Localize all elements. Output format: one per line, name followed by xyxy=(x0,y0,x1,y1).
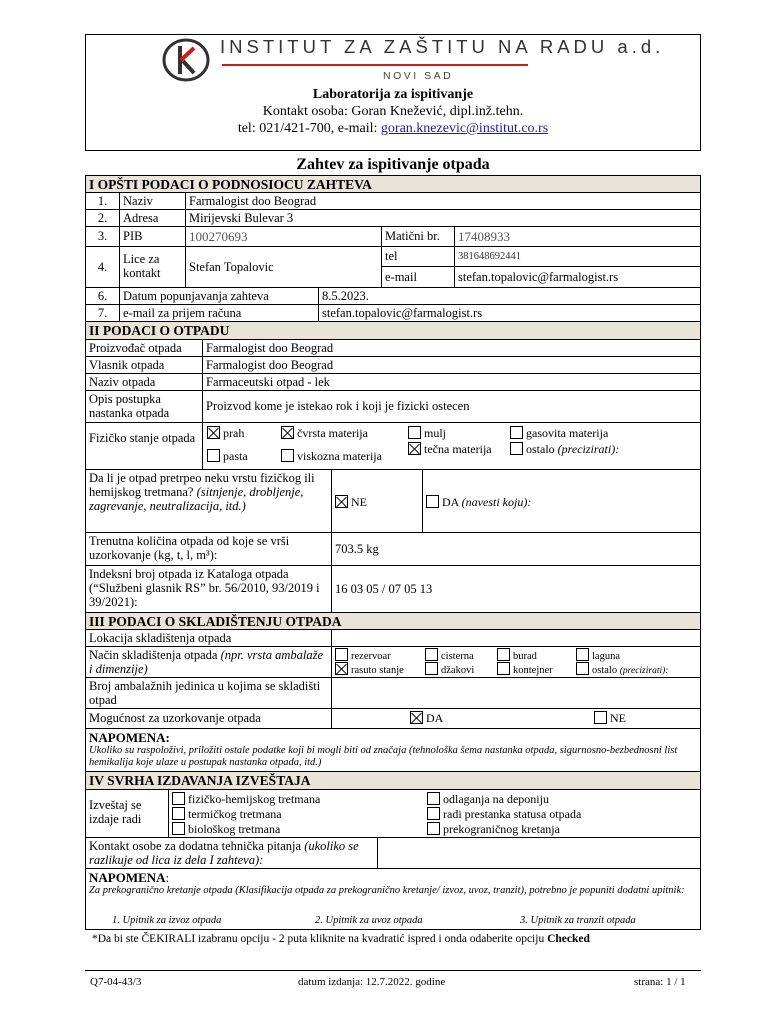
footer-page: strana: 1 / 1 xyxy=(634,976,686,988)
waste-name-field[interactable]: Farmaceutski otpad - lek xyxy=(202,373,701,391)
email-field[interactable]: stefan.topalovic@farmalogist.rs xyxy=(454,266,701,288)
checked-checkbox-icon[interactable] xyxy=(335,662,348,675)
checked-checkbox-icon[interactable] xyxy=(408,442,421,455)
checkbox-icon[interactable] xyxy=(425,648,438,661)
report-purpose-label: Izveštaj se izdaje radi xyxy=(85,789,169,838)
checkbox-icon[interactable] xyxy=(576,648,589,661)
checkbox-icon[interactable] xyxy=(576,662,589,675)
note-heading-colon: : xyxy=(165,870,170,885)
option-label: kontejner xyxy=(513,665,553,676)
checkbox-icon[interactable] xyxy=(281,449,294,462)
origin-label: Opis postupka nastanka otpada xyxy=(85,390,203,423)
note-heading: NAPOMENA: xyxy=(89,730,170,745)
storage-option-cistern[interactable] xyxy=(425,648,474,663)
row-number: 3. xyxy=(85,226,120,247)
storage-option-bags[interactable] xyxy=(425,662,474,677)
option-label: gasovita materija xyxy=(526,426,609,440)
state-option-powder[interactable] xyxy=(207,426,244,440)
sampling-label: Mogućnost za uzorkovanje otpada xyxy=(85,708,332,729)
checkbox-icon[interactable] xyxy=(427,792,440,805)
lab-phone-email xyxy=(86,120,700,137)
purpose-end-of-waste[interactable] xyxy=(427,807,581,821)
treatment-question-text: Da li je otpad pretrpeo neku vrstu fizičkog ili hemijskog tretmana? xyxy=(89,471,315,499)
origin-field[interactable]: Proizvod kome je istekao rok i koji je fizicki ostecen xyxy=(202,390,701,423)
invoice-email-field[interactable]: stefan.topalovic@farmalogist.rs xyxy=(318,304,701,322)
row-number: 2. xyxy=(85,209,120,227)
instruction-bold: Checked xyxy=(547,933,590,945)
option-label: viskozna materija xyxy=(297,449,382,463)
row-number: 7. xyxy=(85,304,120,322)
checkbox-icon[interactable] xyxy=(510,426,523,439)
footer-issue-date: datum izdanja: 12.7.2022. godine xyxy=(298,976,446,988)
option-label: laguna xyxy=(592,651,620,662)
pib-field[interactable]: 100270693 xyxy=(185,226,382,247)
section-3-heading: III PODACI O SKLADIŠTENJU OTPADA xyxy=(85,612,701,630)
option-note: (precizirati): xyxy=(557,442,620,456)
checkbox-icon[interactable] xyxy=(335,648,348,661)
treatment-question-note: (sitnjenje, drobljenje, zagrevanje, neutralizacija, itd.) xyxy=(89,485,304,513)
option-label: radi prestanka statusa otpada xyxy=(443,807,582,821)
state-option-liquid[interactable] xyxy=(408,442,503,456)
checkbox-icon[interactable] xyxy=(510,442,523,455)
row-number: 4. xyxy=(85,246,120,288)
option-label: pasta xyxy=(223,449,248,463)
form-transit[interactable]: 3. Upitnik za tranzit otpada xyxy=(520,915,636,926)
lab-contact: Kontakt osoba: Goran Knežević, dipl.inž.tehn. xyxy=(262,104,524,119)
quantity-label: Trenutna količina otpada od koje se vrši uzorkovanje (kg, t, l, m³): xyxy=(85,532,332,566)
checkbox-icon[interactable] xyxy=(408,426,421,439)
producer-label: Proizvođač otpada xyxy=(85,339,203,357)
row-number: 6. xyxy=(85,287,120,305)
section-1-heading: I OPŠTI PODACI O PODNOSIOCU ZAHTEVA xyxy=(85,175,701,193)
checkbox-icon[interactable] xyxy=(497,648,510,661)
institute-logo-icon xyxy=(158,36,214,84)
contact-person-field[interactable]: Stefan Topalovic xyxy=(185,246,382,288)
packaging-units-field[interactable] xyxy=(331,677,701,709)
tech-contact-note: (ukoliko se razlikuje od lica iz dela I zahteva): xyxy=(89,839,359,867)
option-label: NE xyxy=(610,711,626,725)
storage-option-other[interactable] xyxy=(576,662,668,678)
checkbox-icon[interactable] xyxy=(172,822,185,835)
lab-email-link[interactable]: goran.knezevic@institut.co.rs xyxy=(380,121,549,136)
option-note: (navesti koju): xyxy=(461,495,532,509)
document-title: Zahtev za ispitivanje otpada xyxy=(296,156,490,173)
tech-contact-text: Kontakt osobe za dodatna tehnička pitanja xyxy=(89,839,305,853)
quantity-field[interactable]: 703.5 kg xyxy=(331,532,701,566)
checkbox-icon[interactable] xyxy=(427,822,440,835)
date-field[interactable]: 8.5.2023. xyxy=(318,287,701,305)
sampling-option-no[interactable] xyxy=(594,711,626,725)
checkbox-icon[interactable] xyxy=(425,662,438,675)
state-option-paste[interactable] xyxy=(207,449,248,463)
tech-contact-field[interactable] xyxy=(377,837,701,869)
index-number-field[interactable]: 16 03 05 / 07 05 13 xyxy=(331,565,701,613)
producer-field[interactable]: Farmalogist doo Beograd xyxy=(202,339,701,357)
section-4-heading: IV SVRHA IZDAVANJA IZVEŠTAJA xyxy=(85,771,701,790)
option-label: biološkog tretmana xyxy=(188,822,281,836)
institute-city: NOVI SAD xyxy=(383,70,454,82)
tech-contact-label xyxy=(85,837,378,869)
form-import[interactable]: 2. Upitnik za uvoz otpada xyxy=(315,915,423,926)
option-label: odlaganja na deponiju xyxy=(443,792,549,806)
option-label: rasuto stanje xyxy=(351,665,404,676)
note-text: Ukoliko su raspoloživi, priložiti ostale podatke koji bi mogli biti od značaja (tehnološka šema nastanka otpada, sigurnosno-bezbednosni list hemikalija koje ulaze u postupak nastanka otpada, itd.) xyxy=(89,745,678,768)
purpose-thermal[interactable] xyxy=(172,807,282,821)
section-2-heading: II PODACI O OTPADU xyxy=(85,321,701,340)
state-option-solid[interactable] xyxy=(281,426,368,440)
institute-name: INSTITUT ZA ZAŠTITU NA RADU a.d. xyxy=(220,36,665,57)
option-note: (precizirati): xyxy=(619,666,669,676)
storage-option-bulk[interactable] xyxy=(335,662,404,677)
option-label: ostalo xyxy=(526,442,558,456)
checkbox-icon[interactable] xyxy=(426,495,439,508)
lab-tel-text: tel: 021/421-700, e-mail: xyxy=(237,121,381,136)
storage-option-container[interactable] xyxy=(497,662,553,677)
state-option-gas[interactable] xyxy=(510,426,608,440)
address-field[interactable]: Mirijevski Bulevar 3 xyxy=(185,209,701,227)
contact-person-label: Lice za kontakt xyxy=(119,246,186,288)
lab-title: Laboratorija za ispitivanje xyxy=(312,87,474,102)
storage-location-field[interactable] xyxy=(331,629,701,647)
storage-option-lagoon[interactable] xyxy=(576,648,620,663)
owner-field[interactable]: Farmalogist doo Beograd xyxy=(202,356,701,374)
note-heading-line xyxy=(89,870,697,885)
storage-option-tank[interactable] xyxy=(335,648,391,663)
footer-form-code: Q7-04-43/3 xyxy=(90,976,142,988)
form-export[interactable]: 1. Upitnik za izvoz otpada xyxy=(112,915,222,926)
address-label: Adresa xyxy=(119,209,186,227)
date-label: Datum popunjavanja zahteva xyxy=(119,287,319,305)
owner-label: Vlasnik otpada xyxy=(85,356,203,374)
sampling-option-yes[interactable] xyxy=(410,711,443,725)
option-label: NE xyxy=(351,495,367,509)
option-label: burad xyxy=(513,651,537,662)
option-label: mulj xyxy=(424,426,447,440)
purpose-landfill[interactable] xyxy=(427,792,549,806)
option-label: džakovi xyxy=(441,665,475,676)
storage-location-label: Lokacija skladištenja otpada xyxy=(85,629,332,647)
storage-option-barrels[interactable] xyxy=(497,648,537,663)
purpose-physico-chemical[interactable] xyxy=(172,792,320,806)
checked-checkbox-icon[interactable] xyxy=(281,426,294,439)
option-label: DA xyxy=(442,495,462,509)
checked-checkbox-icon[interactable] xyxy=(207,426,220,439)
storage-method-text: Način skladištenja otpada xyxy=(89,648,221,662)
purpose-biological[interactable] xyxy=(172,822,280,836)
storage-method-label xyxy=(85,646,332,678)
checkbox-icon[interactable] xyxy=(594,711,607,724)
checked-checkbox-icon[interactable] xyxy=(335,495,348,508)
checked-checkbox-icon[interactable] xyxy=(410,711,423,724)
row-number: 1. xyxy=(85,192,120,210)
option-label: DA xyxy=(426,711,444,725)
name-label: Naziv xyxy=(119,192,186,210)
invoice-email-label: e-mail za prijem računa xyxy=(119,304,319,322)
registry-number-label: Matični br. xyxy=(381,226,455,247)
treatment-option-no[interactable] xyxy=(335,495,367,509)
checkbox-icon[interactable] xyxy=(172,792,185,805)
option-label: termičkog tretmana xyxy=(188,807,282,821)
checkbox-icon[interactable] xyxy=(497,662,510,675)
waste-name-label: Naziv otpada xyxy=(85,373,203,391)
registry-number-field[interactable]: 17408933 xyxy=(454,226,701,247)
option-label: fizičko-hemijskog tretmana xyxy=(188,792,321,806)
treatment-option-yes[interactable] xyxy=(426,495,531,509)
name-field[interactable]: Farmalogist doo Beograd xyxy=(185,192,701,210)
option-label: ostalo xyxy=(592,665,620,676)
note-text: Za prekogranično kretanje otpada (Klasifikacija otpada za prekogranično kretanje/ izvoz, uvoz, tranzit), potrebno je popuniti dodatni upitnik: xyxy=(89,885,685,896)
state-option-other[interactable] xyxy=(510,442,619,456)
option-label: prekograničnog kretanja xyxy=(443,822,560,836)
index-number-label: Indeksni broj otpada iz Kataloga otpada (“Službeni glasnik RS” br. 56/2010, 93/2019 i 39/2021): xyxy=(85,565,332,613)
physical-state-label: Fizičko stanje otpada xyxy=(85,422,203,470)
option-label: rezervoar xyxy=(351,651,391,662)
storage-note xyxy=(85,728,701,772)
option-label: tečna materija xyxy=(424,442,492,456)
pib-label: PIB xyxy=(119,226,186,247)
treatment-question xyxy=(85,469,332,533)
option-label: cisterna xyxy=(441,651,474,662)
sampling-options xyxy=(331,708,701,729)
state-option-sludge[interactable] xyxy=(408,426,446,440)
checkbox-icon[interactable] xyxy=(207,449,220,462)
instruction-text: *Da bi ste ČEKIRALI izabranu opciju - 2 puta kliknite na kvadratić ispred i onda odaberite opciju xyxy=(92,933,548,945)
footer-divider xyxy=(85,970,701,971)
tel-label: tel xyxy=(381,246,455,267)
checkbox-icon[interactable] xyxy=(427,807,440,820)
state-option-viscous[interactable] xyxy=(281,449,382,463)
purpose-transboundary[interactable] xyxy=(427,822,560,836)
packaging-units-label: Broj ambalažnih jedinica u kojima se skladišti otpad xyxy=(85,677,332,709)
email-label: e-mail xyxy=(381,266,455,288)
storage-method-note: (npr. vrsta ambalaže i dimenzije) xyxy=(89,648,323,676)
checkbox-icon[interactable] xyxy=(172,807,185,820)
tel-field[interactable]: 381648692441 xyxy=(454,246,701,267)
note-heading: NAPOMENA xyxy=(89,870,166,885)
brand-divider xyxy=(222,64,528,66)
option-label: čvrsta materija xyxy=(297,426,368,440)
checkbox-instruction xyxy=(92,932,701,946)
option-label: prah xyxy=(223,426,245,440)
